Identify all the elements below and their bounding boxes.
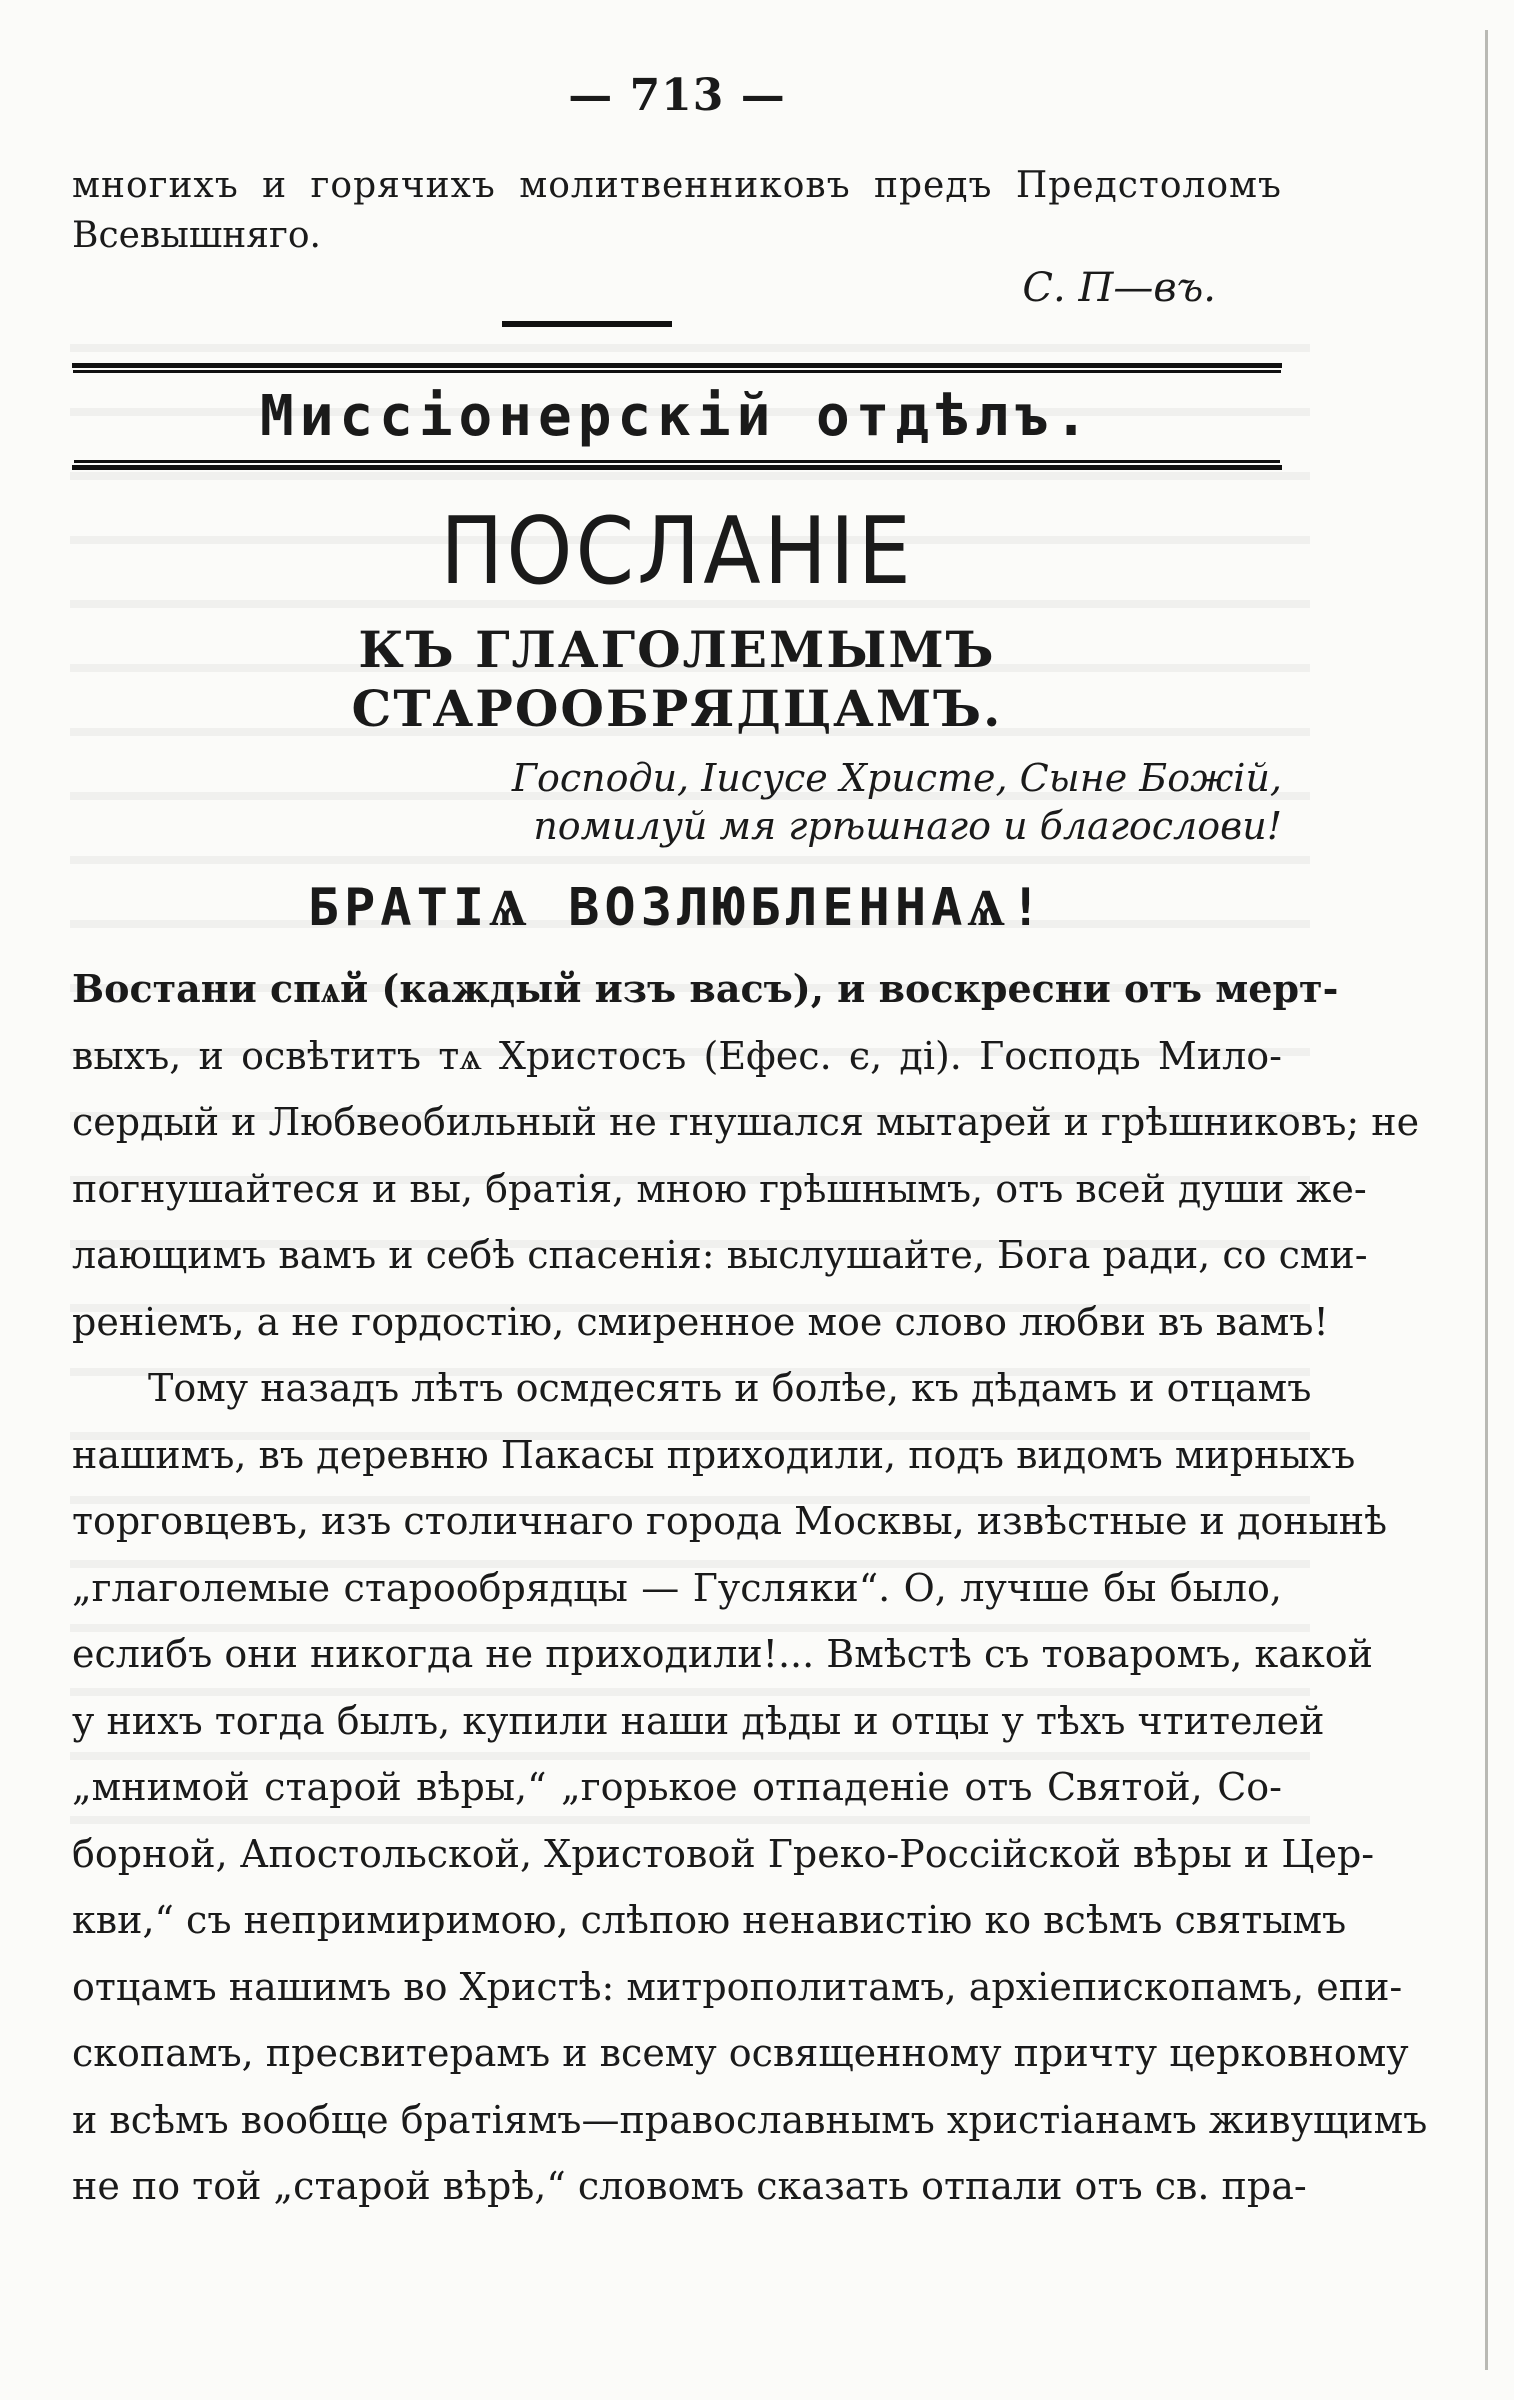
section-top-rule (72, 363, 1282, 368)
body-line: торговцевъ, изъ столичнаго города Москвы, извѣстные и донынѣ (72, 1499, 1388, 1543)
body-line: Востани спѧй (каждый изъ васъ), и воскресни отъ мерт- (72, 966, 1339, 1011)
body-line: скопамъ, пресвитерамъ и всему освященному причту церковному (72, 2031, 1409, 2075)
word: многихъ (72, 165, 239, 206)
word: и (262, 165, 288, 206)
text-column (72, 60, 1428, 2220)
body-line: „глаголемые старообрядцы — Гусляки“. О, лучше бы было, (72, 1565, 1282, 1610)
prayer-line: Господи, Іисусе Христе, Сыне Божій, (511, 756, 1282, 800)
prayer-line: помилуй мя грѣшнаго и благослови! (533, 804, 1282, 848)
short-divider (502, 321, 672, 327)
body-line: борной, Апостольской, Христовой Греко-Россійской вѣры и Цер- (72, 1831, 1375, 1876)
word: Предстоломъ (1015, 165, 1282, 206)
opening-prayer (72, 754, 1282, 850)
body-line: кви,“ съ непримиримою, слѣпою ненавистію ко всѣмъ святымъ (72, 1898, 1347, 1942)
epistle-greeting: БРАТІѦ ВОЗЛЮБЛЕННАѦ! (307, 878, 1047, 938)
body-line: „мнимой старой вѣры,“ „горькое отпаденіе отъ Святой, Со- (72, 1765, 1282, 1809)
epistle-body (72, 956, 1428, 2220)
previous-article-line-1 (72, 161, 1282, 211)
page-number: — 713 — (568, 70, 786, 121)
body-line: Тому назадъ лѣтъ осмдесять и болѣе, къ дѣдамъ и отцамъ (148, 1366, 1312, 1410)
author-signature: С. П—въ. (1022, 265, 1216, 311)
body-line: отцамъ нашимъ во Христѣ: митрополитамъ, архіепископамъ, епи- (72, 1964, 1403, 2009)
section-bottom-rule (72, 463, 1282, 470)
body-line: нашимъ, въ деревню Пакасы приходили, подъ видомъ мирныхъ (72, 1432, 1356, 1477)
previous-article-line-2: Всевышняго. (72, 215, 321, 256)
body-line: сердый и Любвеобильный не гнушался мытарей и грѣшниковъ; не (72, 1100, 1420, 1144)
body-line: лающимъ вамъ и себѣ спасенія: выслушайте, Бога ради, со сми- (72, 1233, 1368, 1277)
epistle-subtitle: КЪ ГЛАГОЛЕМЫМЪ СТАРООБРЯДЦАМЪ. (351, 620, 1003, 738)
body-line: не по той „старой вѣрѣ,“ словомъ сказать отпали отъ св. пра- (72, 2164, 1307, 2208)
word: молитвенниковъ (519, 165, 851, 206)
body-line: у нихъ тогда былъ, купили наши дѣды и отцы у тѣхъ чтителей (72, 1698, 1325, 1743)
epistle-title: ПОСЛАНІЕ (440, 497, 914, 605)
body-line: и всѣмъ вообще братіямъ—православнымъ христіанамъ живущимъ (72, 2097, 1428, 2142)
word: горячихъ (310, 165, 496, 206)
body-line: еслибъ они никогда не приходили!... Вмѣстѣ съ товаромъ, какой (72, 1632, 1373, 1676)
body-line: погнушайтеся и вы, братія, мною грѣшнымъ, отъ всей души же- (72, 1166, 1367, 1211)
body-line: реніемъ, а не гордостію, смиренное мое слово любви въ вамъ! (72, 1299, 1329, 1344)
section-title: Миссіонерскій отдѣлъ. (259, 384, 1094, 449)
page-edge (1485, 30, 1488, 2370)
word: предъ (874, 165, 993, 206)
previous-article-ending (72, 161, 1282, 261)
body-line: выхъ, и освѣтитъ тѧ Христосъ (Ефес. є, ді). Господь Мило- (72, 1033, 1282, 1078)
